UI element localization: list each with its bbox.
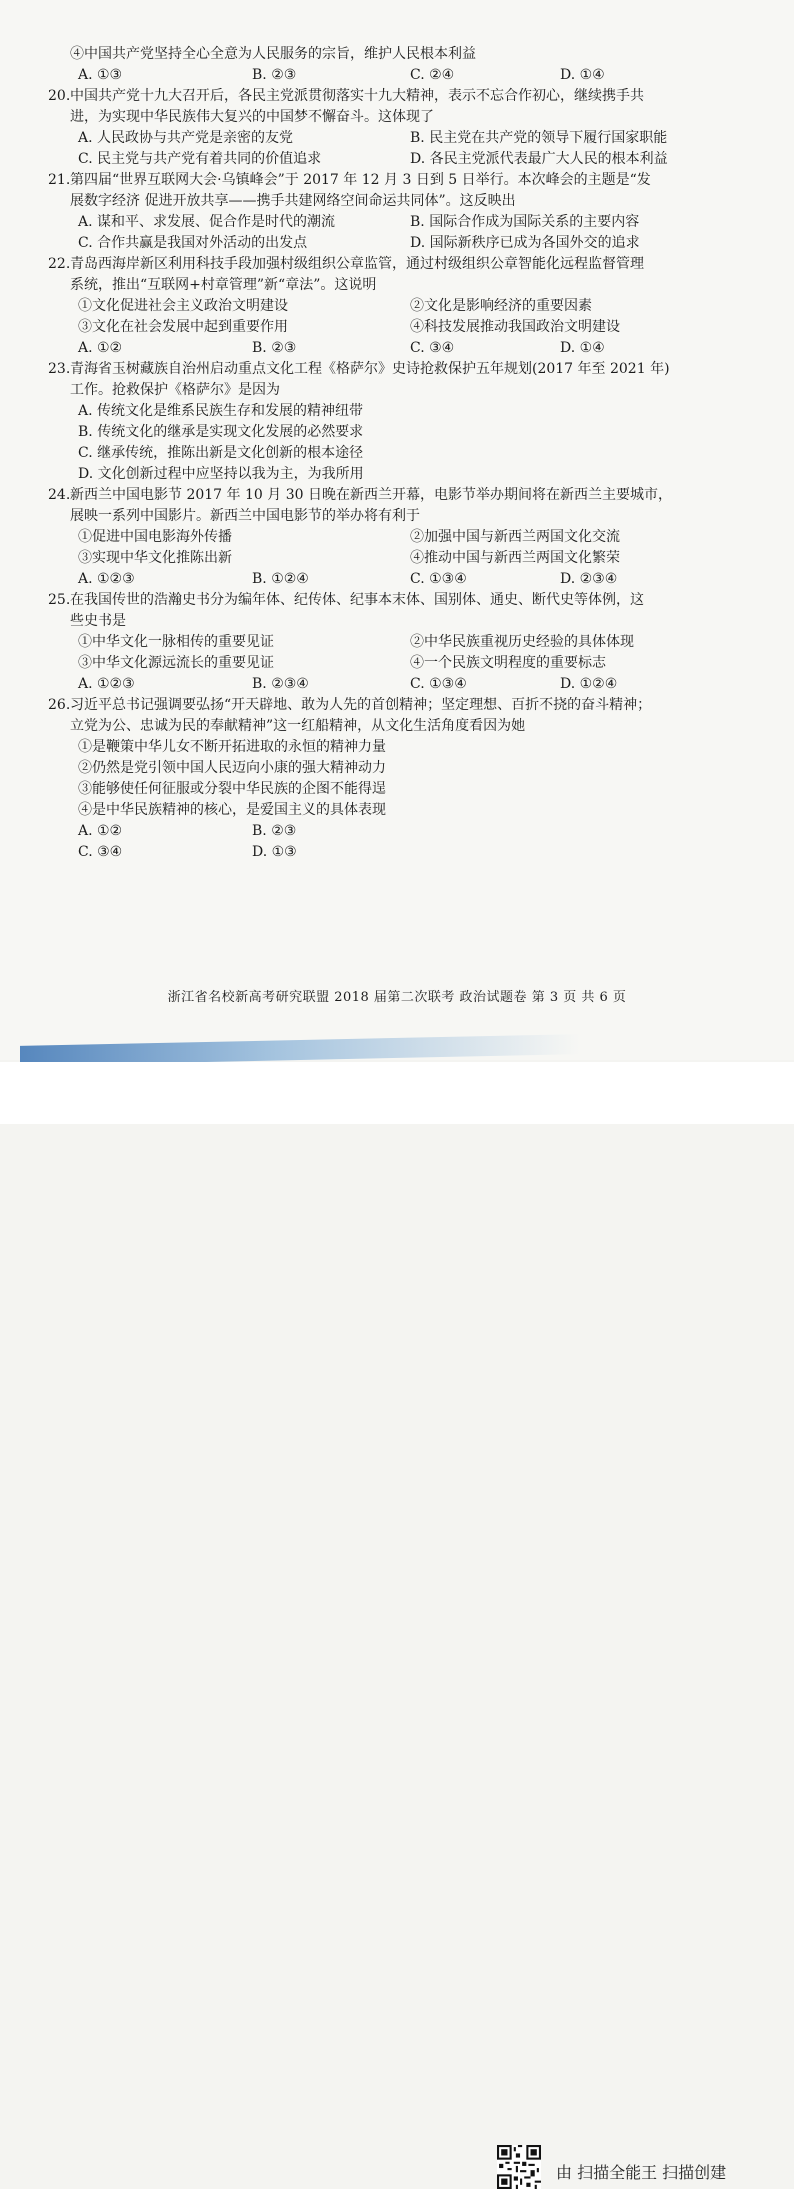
q24-options (70, 569, 750, 590)
q19-option-d: D. ①④ (560, 67, 605, 83)
q26-statement-4: ④是中华民族精神的核心，是爱国主义的具体表现 (78, 802, 386, 818)
q21-number: 21. (48, 172, 71, 188)
q26-statement-2: ②仍然是党引领中国人民迈向小康的强大精神动力 (78, 760, 386, 776)
q19-options (70, 65, 750, 86)
q22-statements-34 (70, 317, 750, 338)
q19-option-c: C. ②④ (410, 67, 455, 83)
q26-statement-4-row (70, 800, 750, 821)
q22-statements-12 (70, 296, 750, 317)
q24-number: 24. (48, 487, 71, 503)
q20-option-a: A. 人民政协与共产党是亲密的友党 (78, 130, 294, 146)
exam-content (48, 0, 750, 863)
q23-option-c: C. 继承传统，推陈出新是文化创新的根本途径 (78, 445, 364, 461)
q22-statement-4: ④科技发展推动我国政治文明建设 (410, 319, 620, 335)
q20-stem-line2: 进，为实现中华民族伟大复兴的中国梦不懈奋斗。这体现了 (70, 109, 434, 125)
q22-statement-3: ③文化在社会发展中起到重要作用 (78, 319, 288, 335)
q24-option-c: C. ①③④ (410, 571, 467, 587)
qr-code-icon (497, 2145, 541, 2189)
q25-statements-12 (70, 632, 750, 653)
q26-options-cd (70, 842, 750, 863)
q24-statements-12 (70, 527, 750, 548)
q26-statement-1: ①是鞭策中华儿女不断开拓进取的永恒的精神力量 (78, 739, 386, 755)
q22-stem-line2: 系统，推出“互联网+村章管理”新“章法”。这说明 (70, 277, 377, 293)
q22-stem-line1: 22. 青岛西海岸新区利用科技手段加强村级组织公章监管，通过村级组织公章智能化远程监督管理 (48, 256, 644, 272)
q19-statement-4: ④中国共产党坚持全心全意为人民服务的宗旨，维护人民根本利益 (70, 46, 476, 62)
q26-options-ab (70, 821, 750, 842)
q19-option-b: B. ②③ (252, 67, 297, 83)
q22-options (70, 338, 750, 359)
q23-stem-line2: 工作。抢救保护《格萨尔》是因为 (70, 382, 280, 398)
q25-number: 25. (48, 592, 71, 608)
q23-option-d: D. 文化创新过程中应坚持以我为主，为我所用 (78, 466, 364, 482)
q23-option-b: B. 传统文化的继承是实现文化发展的必然要求 (78, 424, 364, 440)
q26-statement-3: ③能够使任何征服或分裂中华民族的企图不能得逞 (78, 781, 386, 797)
scanner-watermark-text: 由 扫描全能王 扫描创建 (556, 2163, 727, 2182)
q24-statement-1: ①促进中国电影海外传播 (78, 529, 232, 545)
q26-stem-line1: 26. 习近平总书记强调要弘扬“开天辟地、敢为人先的首创精神；坚定理想、百折不挠的奋斗精神； (48, 697, 652, 713)
q25-option-b: B. ②③④ (252, 676, 309, 692)
q26-option-b: B. ②③ (252, 823, 297, 839)
q23-number: 23. (48, 361, 71, 377)
q24-statement-4: ④推动中国与新西兰两国文化繁荣 (410, 550, 620, 566)
q24-option-d: D. ②③④ (560, 571, 618, 587)
q25-statement-4: ④一个民族文明程度的重要标志 (410, 655, 606, 671)
q24-statement-3: ③实现中华文化推陈出新 (78, 550, 232, 566)
q19-option-a: A. ①③ (78, 67, 123, 83)
q20-options-ab (70, 128, 750, 149)
q25-stem-line2: 些史书是 (70, 613, 126, 629)
q21-stem-line1: 21. 第四届“世界互联网大会·乌镇峰会”于 2017 年 12 月 3 日到 5 日举行。本次峰会的主题是“发 (48, 172, 651, 188)
q20-option-d: D. 各民主党派代表最广大人民的根本利益 (410, 151, 668, 167)
q25-statements-34 (70, 653, 750, 674)
q23-option-c-row (70, 443, 750, 464)
q20-option-b: B. 民主党在共产党的领导下履行国家职能 (410, 130, 668, 146)
q25-statement-3: ③中华文化源远流长的重要见证 (78, 655, 274, 671)
q21-option-d: D. 国际新秩序已成为各国外交的追求 (410, 235, 640, 251)
q24-stem-line2: 展映一系列中国影片。新西兰中国电影节的举办将有利于 (70, 508, 420, 524)
q21-options-cd (70, 233, 750, 254)
q23-option-d-row (70, 464, 750, 485)
q20-stem-line1: 20. 中国共产党十九大召开后，各民主党派贯彻落实十九大精神，表示不忘合作初心，继续携手共 (48, 88, 644, 104)
q25-option-a: A. ①②③ (78, 676, 135, 692)
q22-option-d: D. ①④ (560, 340, 605, 356)
q26-option-a: A. ①② (78, 823, 123, 839)
q20-options-cd (70, 149, 750, 170)
q22-statement-2: ②文化是影响经济的重要因素 (410, 298, 592, 314)
q22-number: 22. (48, 256, 71, 272)
q21-option-c: C. 合作共赢是我国对外活动的出发点 (78, 235, 308, 251)
q26-option-d: D. ①③ (252, 844, 297, 860)
q21-option-a: A. 谋和平、求发展、促合作是时代的潮流 (78, 214, 336, 230)
q22-option-c: C. ③④ (410, 340, 455, 356)
q26-stem-line2: 立党为公、忠诚为民的奉献精神”这一红船精神，从文化生活角度看因为她 (70, 718, 526, 734)
q24-statement-2: ②加强中国与新西兰两国文化交流 (410, 529, 620, 545)
q23-option-a-row (70, 401, 750, 422)
q23-option-a: A. 传统文化是维系民族生存和发展的精神纽带 (78, 403, 364, 419)
q20-number: 20. (48, 88, 71, 104)
page-footer: 浙江省名校新高考研究联盟 2018 届第二次联考 政治试题卷 第 3 页 共 6 页 (167, 990, 627, 1005)
q25-statement-2: ②中华民族重视历史经验的具体体现 (410, 634, 634, 650)
q21-option-b: B. 国际合作成为国际关系的主要内容 (410, 214, 640, 230)
q23-option-b-row (70, 422, 750, 443)
q26-option-c: C. ③④ (78, 844, 123, 860)
q24-stem-line1: 24. 新西兰中国电影节 2017 年 10 月 30 日晚在新西兰开幕，电影节举办期间将在新西兰主要城市， (48, 487, 672, 503)
q24-option-a: A. ①②③ (78, 571, 135, 587)
q25-option-c: C. ①③④ (410, 676, 467, 692)
q24-statements-34 (70, 548, 750, 569)
scanner-watermark-bar (0, 1062, 794, 2182)
exam-page (0, 0, 794, 1060)
q23-stem-line1: 23. 青海省玉树藏族自治州启动重点文化工程《格萨尔》史诗抢救保护五年规划(2017 年至 2021 年) (48, 361, 670, 377)
q21-options-ab (70, 212, 750, 233)
q26-statement-3-row (70, 779, 750, 800)
q26-statement-1-row (70, 737, 750, 758)
q25-stem-line1: 25. 在我国传世的浩瀚史书分为编年体、纪传体、纪事本末体、国别体、通史、断代史等体例，这 (48, 592, 644, 608)
q21-stem-line2: 展数字经济 促进开放共享——携手共建网络空间命运共同体”。这反映出 (70, 193, 516, 209)
q22-option-b: B. ②③ (252, 340, 297, 356)
q22-statement-1: ①文化促进社会主义政治文明建设 (78, 298, 288, 314)
q24-option-b: B. ①②④ (252, 571, 309, 587)
q22-option-a: A. ①② (78, 340, 123, 356)
q25-options (70, 674, 750, 695)
q25-statement-1: ①中华文化一脉相传的重要见证 (78, 634, 274, 650)
q25-option-d: D. ①②④ (560, 676, 618, 692)
q26-statement-2-row (70, 758, 750, 779)
q20-option-c: C. 民主党与共产党有着共同的价值追求 (78, 151, 322, 167)
q26-number: 26. (48, 697, 71, 713)
